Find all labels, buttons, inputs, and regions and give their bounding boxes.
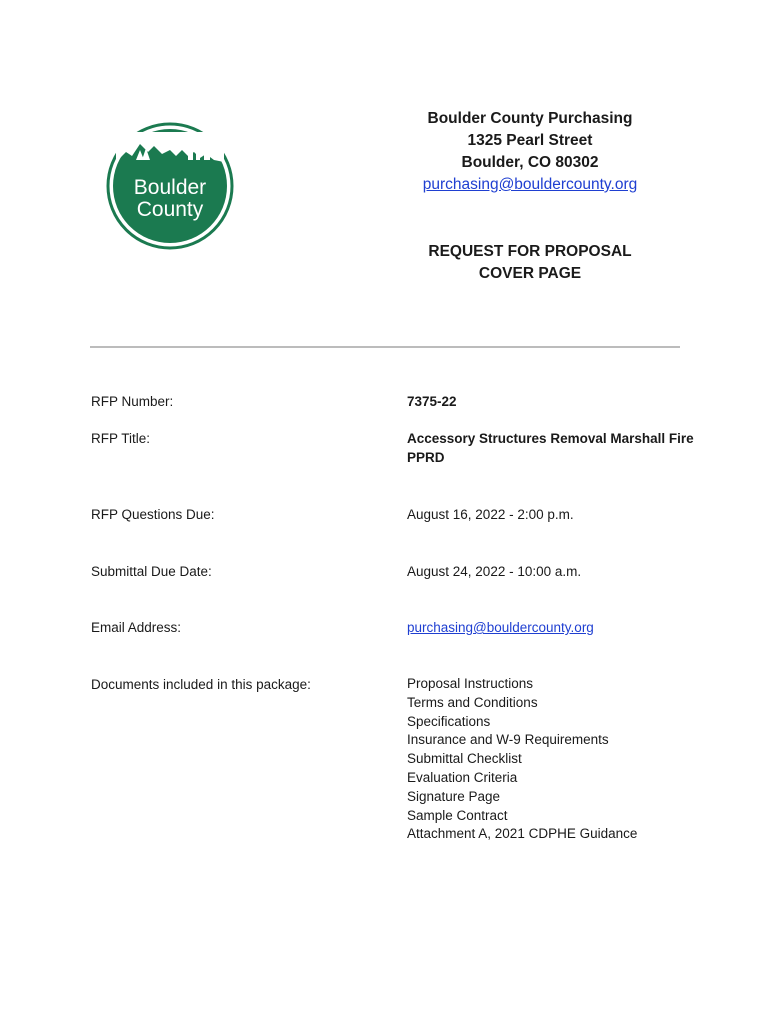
list-item: Attachment A, 2021 CDPHE Guidance [407,826,638,842]
questions-due-value: August 16, 2022 - 2:00 p.m. [407,507,574,522]
divider [90,346,680,348]
email-link[interactable]: purchasing@bouldercounty.org [407,620,594,635]
rfp-number-value: 7375-22 [407,394,457,409]
list-item: Terms and Conditions [407,694,538,710]
documents-label: Documents included in this package: [91,677,311,692]
rfp-title-value: Accessory Structures Removal Marshall Fire PPRD [407,431,694,465]
documents-list-container [407,675,697,844]
header-email-link[interactable]: purchasing@bouldercounty.org [422,176,638,193]
list-item: Sample Contract [407,807,508,823]
street-address: 1325 Pearl Street [467,132,593,149]
rfp-number-label: RFP Number: [91,394,174,409]
list-item: Insurance and W-9 Requirements [407,732,609,748]
list-item: Specifications [407,713,491,729]
header-address [370,108,690,196]
list-item: Proposal Instructions [407,676,534,691]
list-item: Evaluation Criteria [407,769,518,785]
city-state-zip: Boulder, CO 80302 [461,154,599,171]
documents-list [407,675,697,844]
title-line-2: COVER PAGE [478,265,582,282]
rfp-title-label: RFP Title: [91,431,151,446]
boulder-county-logo [96,112,244,260]
questions-due-label: RFP Questions Due: [91,507,215,522]
submittal-due-value: August 24, 2022 - 10:00 a.m. [407,564,582,579]
org-name: Boulder County Purchasing [427,110,633,127]
document-title [370,241,690,285]
logo-text-line1: Boulder [133,176,207,199]
submittal-due-label: Submittal Due Date: [91,564,212,579]
logo-seal-icon [96,112,244,260]
logo-text-line2: County [136,198,204,221]
title-line-1: REQUEST FOR PROPOSAL [428,243,632,260]
list-item: Submittal Checklist [407,751,522,767]
email-label: Email Address: [91,620,182,635]
list-item: Signature Page [407,788,501,804]
